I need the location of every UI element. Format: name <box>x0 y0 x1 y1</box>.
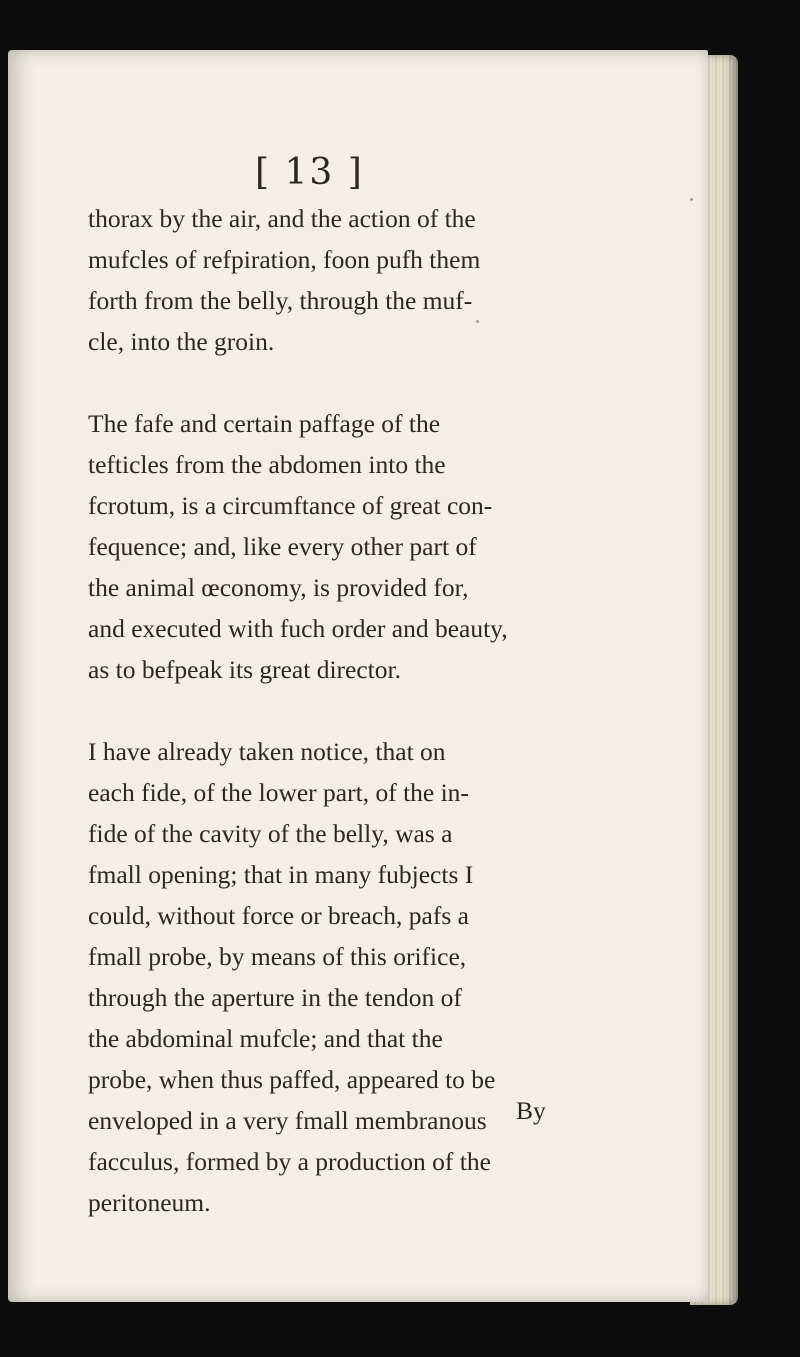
paragraph-1: thorax by the air, and the action of the mufcles of refpiration, foon pufh them forth from the belly, through the muf- cle, into the groin. <box>88 204 481 356</box>
catchword: By <box>516 1096 546 1125</box>
ink-speck <box>690 198 693 201</box>
page-number: [ 13 ] <box>255 152 364 193</box>
body-text <box>88 198 558 1223</box>
paragraph-3: I have already taken notice, that on each fide, of the lower part, of the in- fide of the cavity of the belly, was a fmall opening; that in many fubjects I could, without force or breach, pafs a fmall probe, by means of this orifice, through the aperture in the tendon of the abdominal mufcle; and that the probe, when thus paffed, appeared to be enveloped in a very fmall membranous facculus, formed by a production of the peritoneum. <box>88 737 496 1217</box>
paragraph-2: The fafe and certain paffage of the tefticles from the abdomen into the fcrotum, is a circumftance of great con- fequence; and, like every other part of the animal œconomy, is provided for, and executed with fuch order and beauty, as to befpeak its great director. <box>88 409 508 684</box>
